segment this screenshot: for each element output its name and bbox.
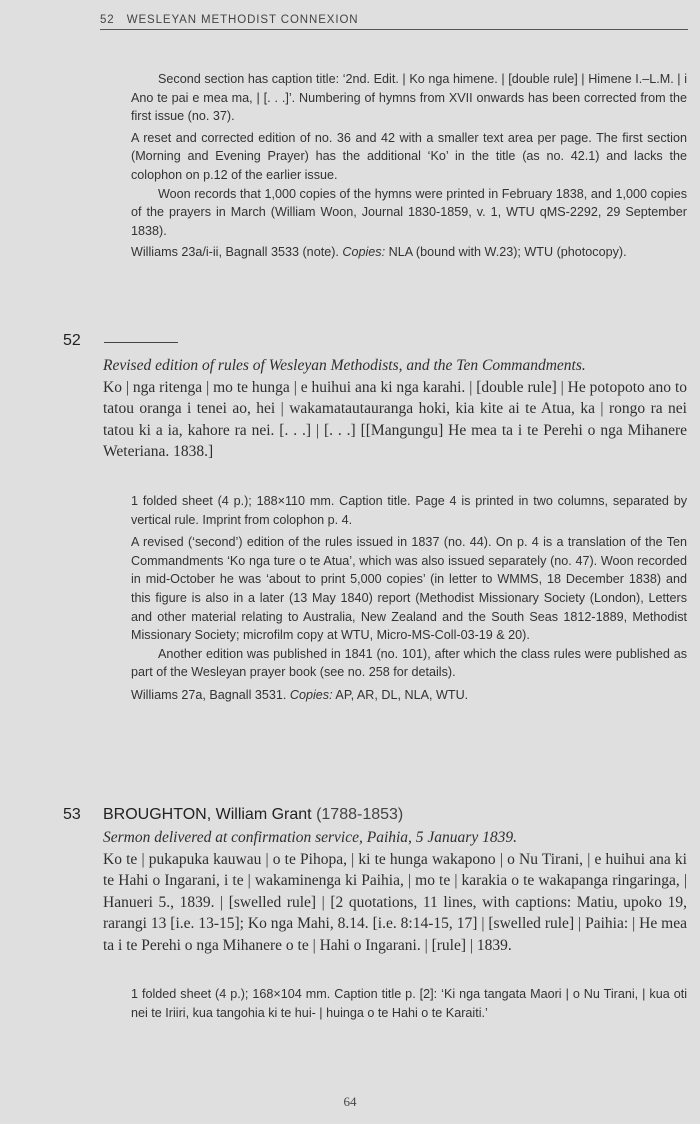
entry-53-author: BROUGHTON, William Grant xyxy=(103,806,312,823)
entry-52-physical: 1 folded sheet (4 p.); 188×110 mm. Caption title. Page 4 is printed in two columns, separated by vertical rule. Imprint from colophon p. 4. xyxy=(131,494,687,527)
entry-53-author-line xyxy=(103,806,403,824)
running-header xyxy=(100,14,688,30)
entry-53-physical: 1 folded sheet (4 p.); 168×104 mm. Caption title p. [2]: ‘Ki nga tangata Maori | o Nu Tirani, | kua oti nei te Iriiri, kua tangohia ki te hui- | huinga o te Hahi o te Karaiti.’ xyxy=(131,987,687,1020)
entry-53-author-years: (1788-1853) xyxy=(316,806,404,823)
continued-entry-notes xyxy=(131,70,687,262)
footer-page-number: 64 xyxy=(343,1094,357,1109)
continued-refs xyxy=(131,243,687,262)
entry-53-title: Sermon delivered at confirmation service, Paihia, 5 January 1839. xyxy=(103,829,517,846)
continued-note-1: Second section has caption title: ‘2nd. Edit. | Ko nga himene. | [double rule] | Himene I.–L.M. | i Ano te pai e mea ma, | [. . .]’. Numbering of hymns from XVII onwards has been corrected from the first issue (no. 37). xyxy=(131,72,687,124)
entry-52-refs-text: Williams 27a, Bagnall 3531. xyxy=(131,687,287,702)
entry-53-body xyxy=(103,827,687,956)
continued-copies-label: Copies: xyxy=(342,245,386,260)
entry-52-refs xyxy=(131,686,687,705)
entry-52-note-1: A revised (‘second’) edition of the rules issued in 1837 (no. 44). On p. 4 is a translation of the Ten Commandments ‘Ko nga ture o te Atua’, which was also issued separately (no. 47). Woon recorded in mid-October he was ‘about to print 5,000 copies’ (in letter to WMMS, 18 December 1838) and this figure is also in a later (13 May 1840) report (Methodist Missionary Society (London), Letters and other material relating to Australia, New Zealand and the South Seas 1812-1889, Methodist Missionary Society; microfilm copy at WTU, Micro-MS-Coll-03-19 & 20). xyxy=(131,535,687,643)
continued-copies: NLA (bound with W.23); WTU (photocopy). xyxy=(388,245,627,260)
entry-52-number: 52 xyxy=(63,332,81,349)
entry-52-note-2: Another edition was published in 1841 (no. 101), after which the class rules were published as part of the Wesleyan prayer book (see no. 258 for details). xyxy=(131,646,687,680)
header-page-number: 52 xyxy=(100,14,115,26)
entry-52-transcription: Ko | nga ritenga | mo te hunga | e huihui ana ki nga karahi. | [double rule] | He potopoto ano to tatou oranga i tenei ao, hei | wakamatautauranga hoki, kia kite ai te Atua, ka | rongo ra nei tatou ki a ia, kahore ra nei. [. . .] | [. . .] [[Mangungu] He mea ta i te Perehi o nga Mihanere Weteriana. 1838.] xyxy=(103,378,687,460)
entry-53-notes xyxy=(131,985,687,1022)
continued-note-2: A reset and corrected edition of no. 36 and 42 with a smaller text area per page. The first section (Morning and Evening Prayer) has the additional ‘Ko’ in the title (as no. 42.1) and lacks the colophon on p.12 of the earlier issue. xyxy=(131,130,687,182)
entry-52-title: Revised edition of rules of Wesleyan Methodists, and the Ten Commandments. xyxy=(103,357,586,374)
entry-52-copies: AP, AR, DL, NLA, WTU. xyxy=(335,687,469,702)
continued-note-3: Woon records that 1,000 copies of the hymns were printed in February 1838, and 1,000 copies of the prayers in March (William Woon, Journal 1830-1859, v. 1, WTU qMS-2292, 29 September 1838). xyxy=(131,186,687,238)
continued-refs-text: Williams 23a/i-ii, Bagnall 3533 (note). xyxy=(131,245,339,260)
entry-52-notes xyxy=(131,492,687,705)
entry-52-body xyxy=(103,355,687,463)
header-running-title: WESLEYAN METHODIST CONNEXION xyxy=(126,14,359,26)
entry-52-author-dash xyxy=(104,342,178,343)
entry-52-copies-label: Copies: xyxy=(289,687,333,702)
entry-53-transcription: Ko te | pukapuka kauwau | o te Pihopa, | ki te hunga wakapono | o Nu Tirani, | e huihui ana ki te Hahi o Ingarani, i te | wakaminenga ki Paihia, | mo te | karakia o te wakapanga ringaringa, | Hanueri 5., 1839. | [swelled rule] | [2 quotations, 11 lines, with captions: Matiu, upoko 19, rarangi 13 [i.e. 13-15]; Ko nga Mahi, 8.14. [i.e. 8:14-15, 17] | [swelled rule] | Paihia: | He mea ta i te Perehi o nga Mihanere o te | Hahi o Ingarani. | [rule] | 1839. xyxy=(103,850,687,954)
entry-53-number: 53 xyxy=(63,806,81,823)
